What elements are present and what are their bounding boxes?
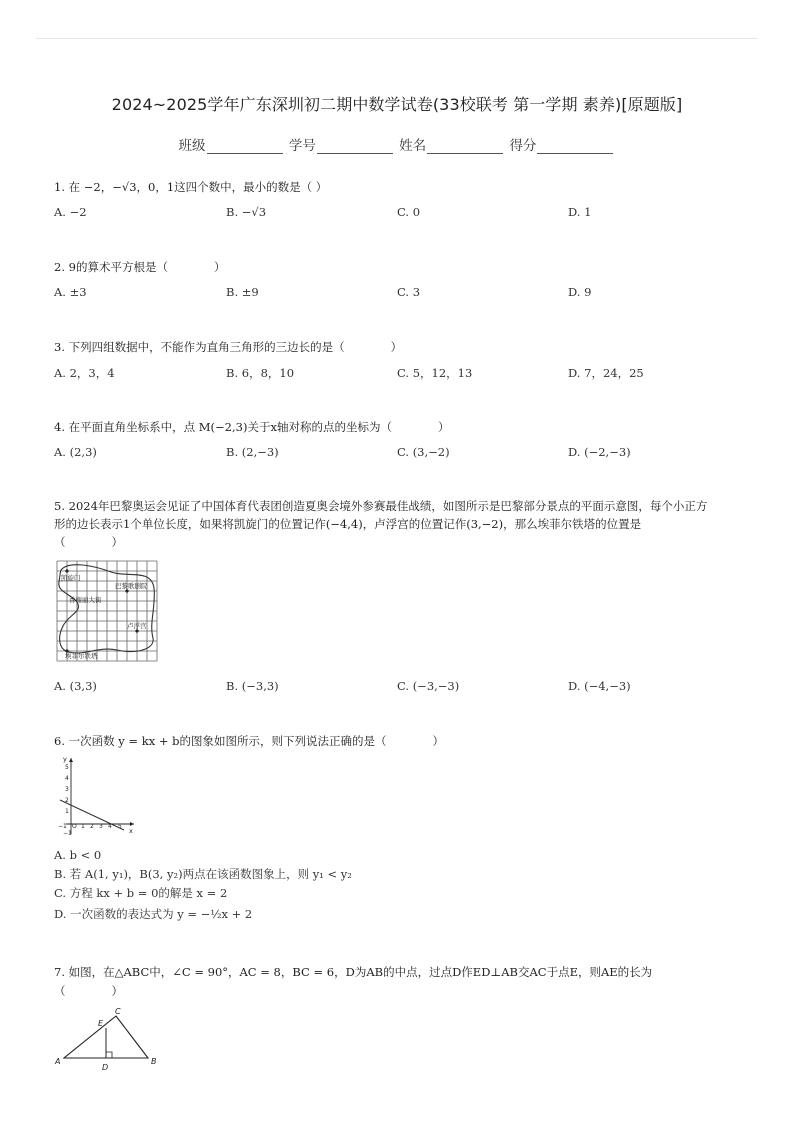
q4-option-b: B. (2,−3) [226, 445, 279, 459]
y-tick-3: 3 [65, 786, 69, 793]
q5-option-d: D. (−4,−3) [568, 679, 631, 693]
header-divider [36, 38, 758, 39]
map-label-louvre: 卢浮宫 [127, 622, 147, 630]
x-axis-label: x [129, 827, 133, 835]
q1-option-d: D. 1 [568, 205, 592, 219]
question-1-text: 1. 在 −2，−√3，0，1这四个数中，最小的数是（ ） [54, 180, 328, 194]
question-5-text-line1: 5. 2024年巴黎奥运会见证了中国体育代表团创造夏奥会境外参赛最佳战绩，如图所示是巴黎部分景点的平面示意图，每个小正方 [54, 499, 708, 513]
q5-option-c: C. (−3,−3) [397, 679, 460, 693]
question-5-text-line3: （ ） [54, 535, 123, 549]
q5-option-b: B. (−3,3) [226, 679, 279, 693]
y-tick-4: 4 [65, 775, 69, 782]
q3-option-d: D. 7，24，25 [568, 366, 644, 380]
y-axis-arrow [69, 758, 73, 762]
class-blank[interactable] [207, 139, 283, 154]
map-label-eiffel: 埃菲尔铁塔 [65, 652, 98, 660]
vertex-b-label: B [151, 1057, 157, 1066]
q2-option-d: D. 9 [568, 285, 592, 299]
q3-option-c: C. 5，12，13 [397, 366, 473, 380]
name-label: 姓名 [399, 138, 427, 154]
q4-option-c: C. (3,−2) [397, 445, 450, 459]
y-tick-1: 1 [65, 808, 69, 815]
x-tick-4: 4 [108, 823, 112, 830]
y-tick-neg1: −1 [63, 830, 72, 837]
y-tick-5: 5 [65, 764, 69, 771]
student-id-label: 学号 [288, 138, 316, 154]
origin-label: O [72, 823, 77, 830]
q3-option-a: A. 2，3，4 [54, 366, 115, 380]
map-label-opera: 巴黎歌剧院 [115, 582, 148, 590]
x-tick-3: 3 [99, 823, 103, 830]
student-info-line [0, 134, 794, 154]
q1-option-a: A. −2 [54, 205, 87, 219]
score-blank[interactable] [537, 139, 613, 154]
q2-option-c: C. 3 [397, 285, 421, 299]
y-axis-label: y [63, 755, 67, 763]
q1-option-c: C. 0 [397, 205, 421, 219]
student-id-blank[interactable] [317, 139, 393, 154]
q6-option-c: C. 方程 kx + b = 0的解是 x = 2 [54, 886, 228, 900]
question-7-text-line1: 7. 如图，在△ABC中，∠C = 90°，AC = 8，BC = 6，D为AB的中点，过点D作ED⊥AB交AC于点E，则AE的长为 [54, 965, 653, 979]
arc-de-triomphe-point [65, 569, 68, 572]
vertex-c-label: C [115, 1007, 121, 1016]
q2-option-a: A. ±3 [54, 285, 87, 299]
question-5-text-line2: 形的边长表示1个单位长度，如果将凯旋门的位置记作(−4,4)，卢浮宫的位置记作(3,−2)，那么埃菲尔铁塔的位置是 [54, 517, 642, 531]
class-label: 班级 [178, 138, 206, 154]
question-3-text: 3. 下列四组数据中，不能作为直角三角形的三边长的是（ ） [54, 340, 403, 354]
x-tick-neg1: −1 [58, 823, 67, 830]
x-tick-1: 1 [81, 823, 85, 830]
q6-option-d: D. 一次函数的表达式为 y = −½x + 2 [54, 907, 253, 921]
triangle-figure [54, 1004, 164, 1072]
q1-option-b: B. −√3 [226, 205, 267, 219]
q6-option-a: A. b < 0 [54, 848, 102, 862]
page-title: 2024~2025学年广东深圳初二期中数学试卷(33校联考 第一学期 素养)[原题版] [111, 95, 683, 114]
q2-option-b: B. ±9 [226, 285, 259, 299]
x-tick-2: 2 [90, 823, 94, 830]
x-tick-5: 5 [118, 823, 122, 830]
map-label-champs: 香榭丽大街 [69, 596, 102, 604]
right-angle-mark [106, 1052, 112, 1058]
question-7-text-line2: （ ） [54, 984, 123, 998]
point-e-label: E [98, 1019, 104, 1028]
name-blank[interactable] [427, 139, 503, 154]
vertex-a-label: A [55, 1057, 61, 1066]
x-axis-arrow [130, 822, 134, 826]
score-label: 得分 [509, 138, 537, 154]
q4-option-a: A. (2,3) [54, 445, 97, 459]
q4-option-d: D. (−2,−3) [568, 445, 631, 459]
question-2-text: 2. 9的算术平方根是（ ） [54, 260, 226, 274]
q6-option-b: B. 若 A(1, y₁)，B(3, y₂)两点在该函数图象上，则 y₁ < y₂ [54, 867, 352, 881]
map-label-arc: 凯旋门 [61, 574, 81, 582]
linear-function-graph [52, 754, 138, 838]
question-6-text: 6. 一次函数 y = kx + b的图象如图所示，则下列说法正确的是（ ） [54, 734, 444, 748]
y-tick-2: 2 [65, 797, 69, 804]
point-d-label: D [102, 1063, 109, 1072]
q5-option-a: A. (3,3) [54, 679, 97, 693]
paris-map-figure [55, 558, 161, 668]
question-4-text: 4. 在平面直角坐标系中，点 M(−2,3)关于x轴对称的点的坐标为（ ） [54, 420, 450, 434]
q3-option-b: B. 6，8，10 [226, 366, 295, 380]
